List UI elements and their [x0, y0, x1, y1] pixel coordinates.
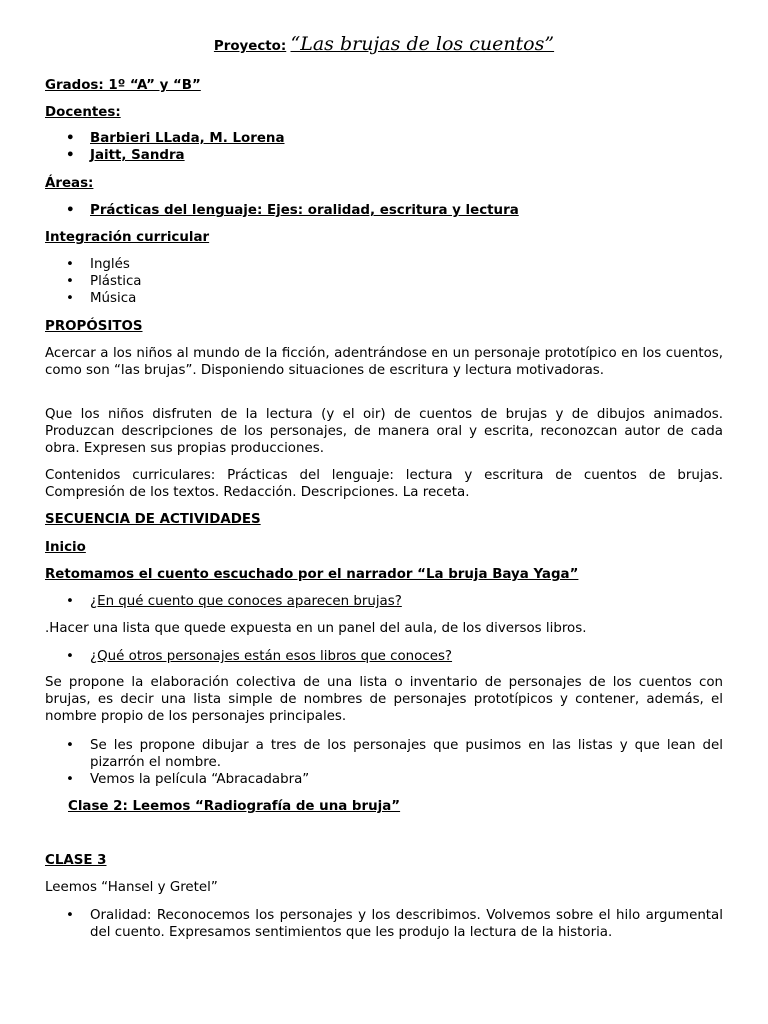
clase3-item: • Oralidad: Reconocemos los personajes y los describimos. Volvemos sobre el hilo argumental del cuento. Expresamos sentimientos que les produjo la lectura de la historia.	[45, 907, 723, 941]
grados-line: Grados: 1º “A” y “B”	[45, 78, 201, 93]
clase2-heading: Clase 2: Leemos “Radiografía de una bruja”	[68, 799, 401, 814]
activity-item: • Vemos la película “Abracadabra”	[45, 771, 723, 788]
document-title	[45, 33, 723, 55]
integracion-item: • Inglés	[45, 256, 723, 273]
propositos-paragraph-1: Acercar a los niños al mundo de la ficción, adentrándose en un personaje prototípico en los cuentos, como son “las brujas”. Disponiendo situaciones de escritura y lectura motivadoras.	[45, 346, 723, 378]
secuencia-heading: SECUENCIA DE ACTIVIDADES	[45, 512, 261, 527]
integracion-heading: Integración curricular	[45, 230, 210, 245]
activities-list	[45, 737, 723, 788]
integracion-item: • Plástica	[45, 273, 723, 290]
areas-list	[45, 202, 723, 219]
areas-heading: Áreas:	[45, 176, 94, 191]
propone-paragraph: Se propone la elaboración colectiva de una lista o inventario de personajes de los cuentos con brujas, es decir una lista simple de nombres de personajes prototípicos y contener, además, el nombre propio de los personajes principales.	[45, 675, 723, 724]
docentes-list	[45, 130, 723, 164]
inicio-heading: Inicio	[45, 540, 86, 555]
integracion-item: • Música	[45, 290, 723, 307]
retomamos-line: Retomamos el cuento escuchado por el narrador “La bruja Baya Yaga”	[45, 567, 579, 582]
propositos-heading: PROPÓSITOS	[45, 319, 143, 334]
title-lead: Proyecto:	[213, 39, 287, 54]
question-item: • ¿En qué cuento que conoces aparecen brujas?	[45, 593, 723, 610]
integracion-list	[45, 256, 723, 307]
question-list-1	[45, 593, 723, 610]
docente-item: • Jaitt, Sandra	[45, 147, 723, 164]
clase3-list	[45, 907, 723, 941]
leemos-line: Leemos “Hansel y Gretel”	[45, 880, 218, 895]
question-item: • ¿Qué otros personajes están esos libros que conoces?	[45, 648, 723, 665]
docentes-heading: Docentes:	[45, 105, 121, 120]
propositos-paragraph-2: Que los niños disfruten de la lectura (y el oir) de cuentos de brujas y de dibujos animados. Produzcan descripciones de los personajes, de manera oral y escrita, reconozcan autor de cada obra. Expresen sus propias producciones.	[45, 407, 723, 456]
area-item: • Prácticas del lenguaje: Ejes: oralidad, escritura y lectura	[45, 202, 723, 219]
clase3-heading: CLASE 3	[45, 853, 107, 868]
activity-item: • Se les propone dibujar a tres de los personajes que pusimos en las listas y que lean del pizarrón el nombre.	[45, 737, 723, 771]
question-list-2	[45, 648, 723, 665]
contenidos-paragraph: Contenidos curriculares: Prácticas del lenguaje: lectura y escritura de cuentos de brujas. Compresión de los textos. Redacción. Descripciones. La receta.	[45, 468, 723, 500]
docente-item: • Barbieri LLada, M. Lorena	[45, 130, 723, 147]
title-name: “Las brujas de los cuentos”	[290, 33, 555, 55]
lista-line: .Hacer una lista que quede expuesta en un panel del aula, de los diversos libros.	[45, 621, 587, 636]
